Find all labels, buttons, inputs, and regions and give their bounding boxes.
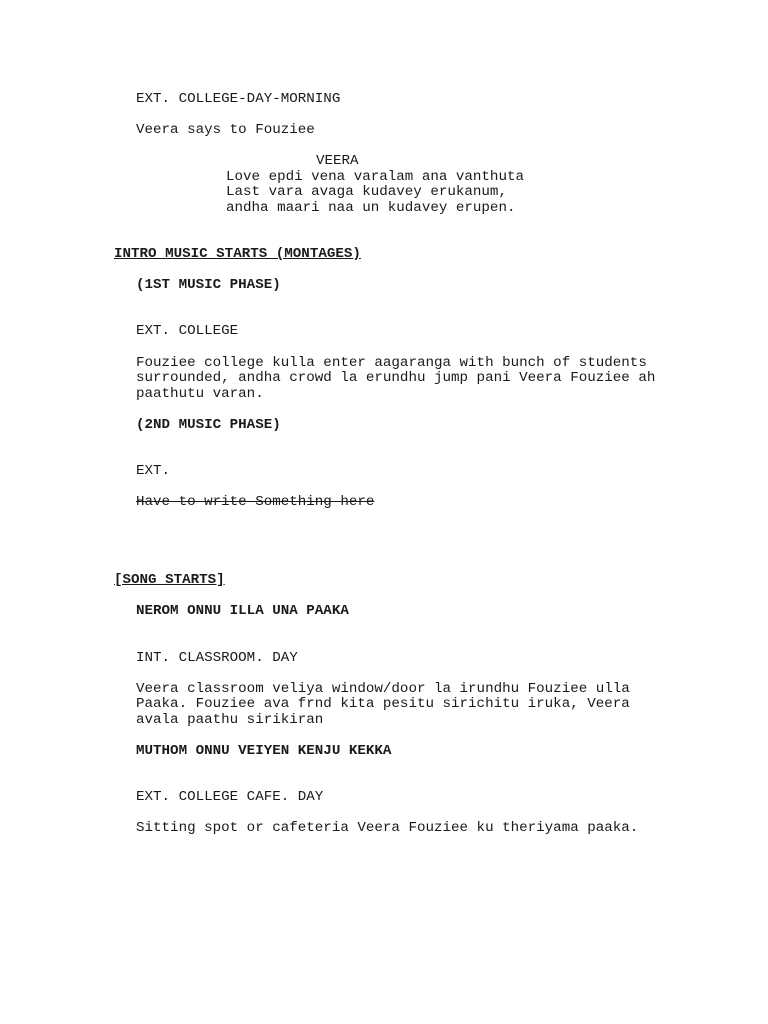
action-line: paathutu varan. (136, 386, 264, 402)
section-heading-intro-music: INTRO MUSIC STARTS (MONTAGES) (114, 246, 361, 262)
lyric-line: NEROM ONNU ILLA UNA PAAKA (136, 603, 349, 619)
character-name: VEERA (316, 153, 359, 169)
scene-heading: EXT. (136, 463, 171, 479)
dialogue-line: Love epdi vena varalam ana vanthuta (226, 169, 524, 185)
action-line: Sitting spot or cafeteria Veera Fouziee ku theriyama paaka. (136, 820, 639, 836)
scene-heading: INT. CLASSROOM. DAY (136, 650, 298, 666)
scene-heading: EXT. COLLEGE-DAY-MORNING (136, 91, 341, 107)
action-line: Paaka. Fouziee ava frnd kita pesitu sirichitu iruka, Veera (136, 696, 630, 712)
lyric-line: MUTHOM ONNU VEIYEN KENJU KEKKA (136, 743, 392, 759)
action-line: surrounded, andha crowd la erundhu jump pani Veera Fouziee ah (136, 370, 656, 386)
scene-heading: EXT. COLLEGE CAFE. DAY (136, 789, 324, 805)
action-line: Veera says to Fouziee (136, 122, 315, 138)
scene-heading: EXT. COLLEGE (136, 323, 239, 339)
section-heading-song: [SONG STARTS] (114, 572, 225, 588)
dialogue-line: andha maari naa un kudavey erupen. (226, 200, 516, 216)
music-phase-label: (1ST MUSIC PHASE) (136, 277, 281, 293)
dialogue-line: Last vara avaga kudavey erukanum, (226, 184, 507, 200)
music-phase-label: (2ND MUSIC PHASE) (136, 417, 281, 433)
action-line: Veera classroom veliya window/door la irundhu Fouziee ulla (136, 681, 630, 697)
action-line: avala paathu sirikiran (136, 712, 324, 728)
action-line: Fouziee college kulla enter aagaranga with bunch of students (136, 355, 647, 371)
struck-action-line: Have to write Something here (136, 494, 375, 510)
